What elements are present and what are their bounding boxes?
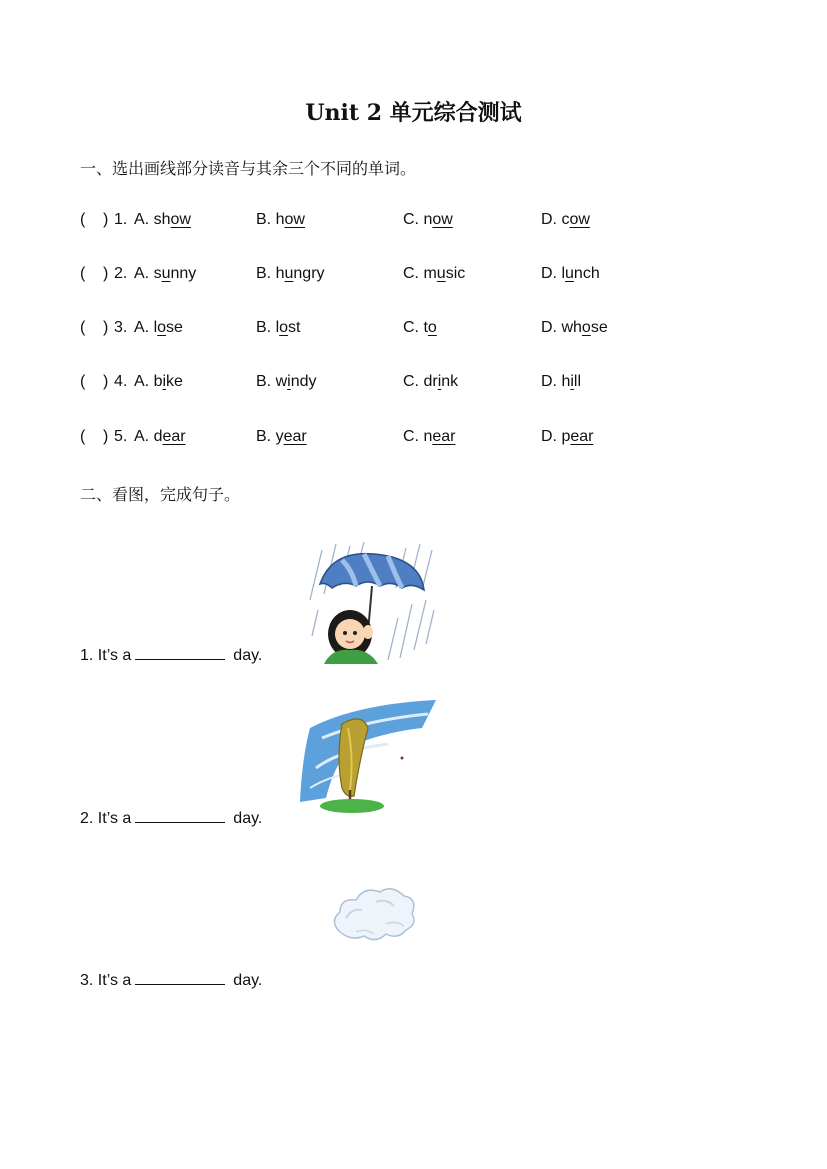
question-row (80, 211, 760, 235)
underlined-letters: o (581, 319, 591, 336)
word-suffix: nk (441, 373, 459, 390)
underlined-letters: i (287, 373, 291, 390)
underlined-letters: i (437, 373, 442, 390)
option-d (541, 265, 600, 283)
option-letter: A. (134, 265, 150, 282)
answer-paren-open: ( (80, 265, 86, 282)
sentence-tail: day. (233, 972, 263, 989)
word-suffix: ngry (293, 265, 325, 282)
item-number: 3. (80, 972, 94, 989)
option-d (541, 373, 581, 391)
answer-blank[interactable] (135, 645, 225, 660)
item-number: 1. (80, 647, 94, 664)
word-prefix: s (153, 265, 162, 282)
option-letter: B. (256, 373, 272, 390)
answer-paren-open: ( (80, 428, 86, 445)
option-letter: D. (541, 265, 557, 282)
underlined-letters: o (427, 319, 437, 336)
option-c (403, 373, 458, 391)
underlined-letters: i (570, 373, 574, 390)
word-suffix: nch (573, 265, 600, 282)
option-b (256, 265, 325, 283)
underlined-letters: ear (570, 428, 594, 445)
underlined-letters: ow (569, 211, 590, 228)
word-prefix: l (153, 319, 158, 336)
underlined-letters: ow (170, 211, 191, 228)
word-prefix: h (275, 211, 285, 228)
sentence-lead: It’s a (97, 972, 132, 989)
underlined-letters: u (161, 265, 171, 282)
option-letter: D. (541, 319, 557, 336)
word-suffix: sic (445, 265, 466, 282)
word-prefix: n (423, 428, 433, 445)
sentence-lead: It’s a (97, 810, 132, 827)
word-prefix: h (561, 373, 571, 390)
cloudy-icon (326, 880, 418, 954)
answer-paren-open: ( (80, 211, 86, 228)
option-b (256, 319, 301, 337)
underlined-letters: i (162, 373, 167, 390)
word-prefix: t (423, 319, 428, 336)
underlined-letters: ear (432, 428, 456, 445)
option-d (541, 319, 608, 337)
underlined-letters: ear (283, 428, 307, 445)
answer-paren-open: ( (80, 319, 86, 336)
word-prefix: d (153, 428, 163, 445)
question-row (80, 428, 760, 452)
page-title: Unit 2 单元综合测试 (305, 100, 522, 126)
question-number: 3. (114, 319, 128, 336)
option-c (403, 211, 453, 229)
option-a (134, 428, 186, 446)
word-prefix: b (153, 373, 163, 390)
word-prefix: c (561, 211, 570, 228)
underlined-letters: u (565, 265, 574, 282)
word-suffix: nny (170, 265, 197, 282)
word-prefix: m (423, 265, 437, 282)
rainy-umbrella-girl-icon (302, 540, 438, 664)
word-prefix: w (275, 373, 288, 390)
question-number: 2. (114, 265, 128, 282)
underlined-letters: ow (284, 211, 305, 228)
word-prefix: y (275, 428, 284, 445)
answer-blank[interactable] (135, 970, 225, 985)
question-row (80, 373, 760, 397)
option-letter: D. (541, 428, 557, 445)
fill-in-sentence (80, 645, 262, 665)
option-b (256, 373, 317, 391)
option-a (134, 265, 196, 283)
option-c (403, 265, 465, 283)
option-letter: C. (403, 319, 419, 336)
option-a (134, 373, 183, 391)
answer-paren-close: ) (103, 373, 109, 390)
option-d (541, 211, 590, 229)
item-number: 2. (80, 810, 94, 827)
answer-paren-close: ) (103, 319, 109, 336)
option-letter: D. (541, 211, 557, 228)
answer-blank[interactable] (135, 808, 225, 823)
word-prefix: p (561, 428, 571, 445)
option-letter: A. (134, 373, 150, 390)
option-letter: C. (403, 265, 419, 282)
word-suffix: st (288, 319, 301, 336)
word-prefix: n (423, 211, 433, 228)
answer-paren-close: ) (103, 265, 109, 282)
underlined-letters: ow (432, 211, 453, 228)
option-letter: C. (403, 211, 419, 228)
word-suffix: ndy (290, 373, 317, 390)
fill-in-sentence (80, 970, 262, 990)
option-letter: C. (403, 373, 419, 390)
word-suffix: se (590, 319, 608, 336)
option-letter: B. (256, 211, 272, 228)
sentence-tail: day. (233, 810, 263, 827)
option-letter: B. (256, 319, 272, 336)
sentence-tail: day. (233, 647, 263, 664)
question-number: 4. (114, 373, 128, 390)
word-prefix: l (275, 319, 280, 336)
option-letter: B. (256, 428, 272, 445)
word-suffix: se (166, 319, 183, 336)
fill-in-sentence (80, 808, 262, 828)
underlined-letters: u (284, 265, 294, 282)
option-c (403, 428, 455, 446)
option-d (541, 428, 593, 446)
word-prefix: h (275, 265, 285, 282)
option-b (256, 428, 307, 446)
question-number: 5. (114, 428, 128, 445)
question-row (80, 265, 760, 289)
option-letter: B. (256, 265, 272, 282)
answer-paren-close: ) (103, 211, 109, 228)
underlined-letters: o (279, 319, 289, 336)
word-prefix: wh (561, 319, 582, 336)
question-row (80, 319, 760, 343)
option-letter: C. (403, 428, 419, 445)
option-letter: D. (541, 373, 557, 390)
word-prefix: l (561, 265, 566, 282)
underlined-letters: o (157, 319, 167, 336)
sentence-lead: It’s a (97, 647, 132, 664)
option-letter: A. (134, 428, 150, 445)
option-letter: A. (134, 319, 150, 336)
option-letter: A. (134, 211, 150, 228)
option-a (134, 211, 191, 229)
word-suffix: ke (166, 373, 183, 390)
answer-paren-open: ( (80, 373, 86, 390)
word-prefix: sh (153, 211, 171, 228)
question-number: 1. (114, 211, 128, 228)
option-c (403, 319, 437, 337)
word-prefix: dr (423, 373, 438, 390)
word-suffix: ll (573, 373, 582, 390)
section2-heading: 二、看图，完成句子。 (80, 485, 241, 504)
underlined-letters: u (436, 265, 446, 282)
option-a (134, 319, 183, 337)
option-b (256, 211, 305, 229)
section1-heading: 一、选出画线部分读音与其余三个不同的单词。 (80, 159, 417, 178)
answer-paren-close: ) (103, 428, 109, 445)
windy-tree-icon (296, 698, 438, 818)
underlined-letters: ear (162, 428, 186, 445)
